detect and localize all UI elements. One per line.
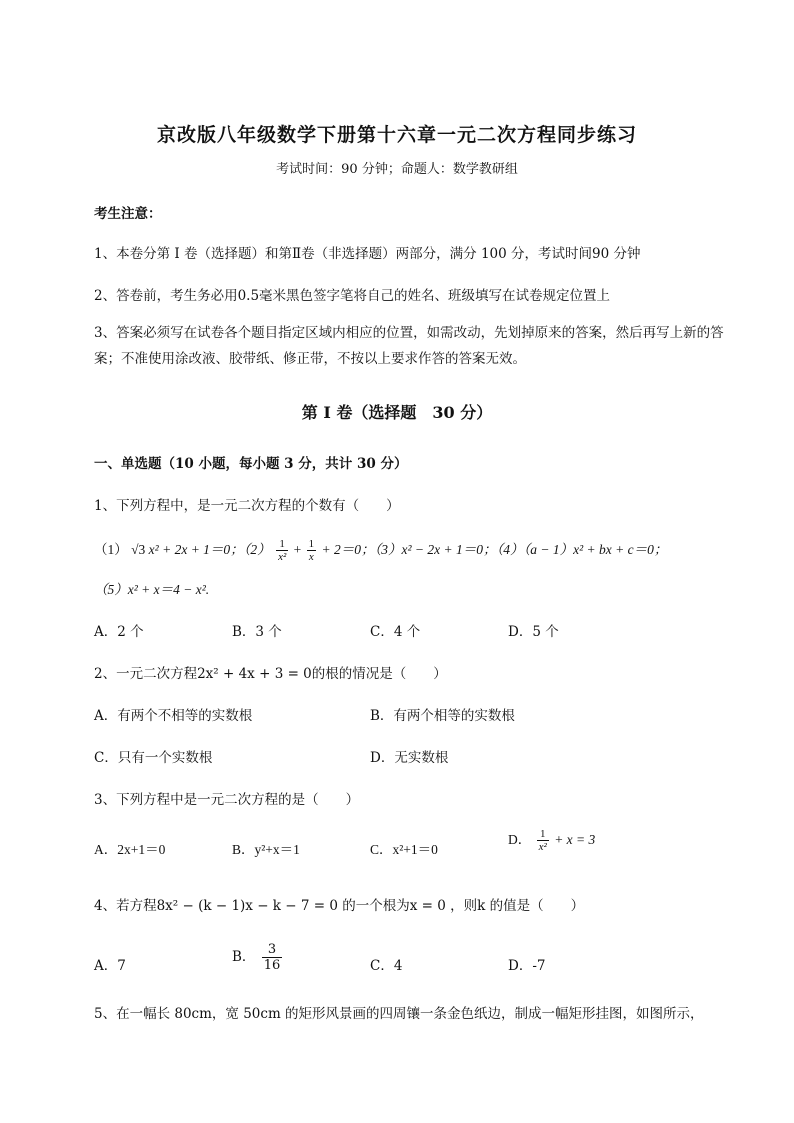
plus-sign: + [293, 542, 302, 557]
q3-option-c[interactable]: C．x²+1＝0 [370, 842, 438, 857]
notice-item-3: 3、答案必须写在试卷各个题目指定区域内相应的位置，如需改动，先划掉原来的答案，然后再写上新的答案；不准使用涂改液、胶带纸、修正带，不按以上要求作答的答案无效。 [94, 325, 724, 367]
question-1-equations [94, 536, 667, 564]
q4-option-b-prefix: B． [232, 949, 256, 965]
question-4-stem: 4、若方程8x² − (k − 1)x − k − 7 = 0 的一个根为x = 0 ，则k 的值是（ ） [94, 898, 585, 914]
q3-option-a[interactable]: A．2x+1＝0 [94, 842, 166, 857]
fraction-denominator: x² [538, 841, 547, 854]
fraction-numerator: 1 [308, 538, 315, 551]
fraction-1-over-x [307, 538, 317, 563]
q3-option-d-prefix: D． [508, 832, 532, 847]
q1-option-a[interactable]: A．2 个 [94, 624, 144, 640]
q2-option-a[interactable]: A．有两个不相等的实数根 [94, 708, 253, 724]
q4-option-c[interactable]: C．4 [370, 958, 403, 974]
q4-option-b[interactable] [232, 942, 284, 973]
fraction-3-over-16 [262, 942, 283, 973]
notice-heading: 考生注意： [94, 206, 162, 222]
q2-option-c[interactable]: C．只有一个实数根 [94, 750, 213, 766]
page-title: 京改版八年级数学下册第十六章一元二次方程同步练习 [156, 124, 637, 146]
sqrt-3: √3 [131, 542, 146, 557]
q3-option-d[interactable] [508, 828, 595, 853]
q4-option-a[interactable]: A．7 [94, 958, 126, 974]
q1-eq-1: x² + 2x + 1＝0；（2） [148, 542, 271, 557]
fraction-1-over-x-squared [537, 828, 549, 853]
part-heading: 一、单选题（10 小题，每小题 3 分，共计 30 分） [94, 456, 408, 472]
q2-option-b[interactable]: B．有两个相等的实数根 [370, 708, 515, 724]
q1-option-d[interactable]: D．5 个 [508, 624, 559, 640]
fraction-1-over-x-squared [276, 538, 288, 563]
fraction-numerator: 1 [537, 828, 549, 841]
fraction-numerator: 1 [276, 538, 288, 551]
q1-label-1: （1） [94, 542, 128, 557]
q3-option-d-rest: + x = 3 [554, 832, 596, 847]
q1-eq-2: + 2＝0；（3）x² − 2x + 1＝0；（4）（a − 1）x² + bx + c＝0； [321, 542, 668, 557]
section-title: 第 I 卷（选择题 30 分） [301, 403, 493, 422]
fraction-denominator: 16 [263, 958, 281, 973]
exam-info: 考试时间：90 分钟；命题人：数学教研组 [276, 162, 518, 177]
question-2-stem: 2、一元二次方程2x² + 4x + 3 = 0的根的情况是（ ） [94, 666, 447, 682]
q3-option-b[interactable]: B．y²+x＝1 [232, 842, 300, 857]
question-1-stem: 1、下列方程中，是一元二次方程的个数有（ ） [94, 498, 400, 514]
q1-option-b[interactable]: B．3 个 [232, 624, 282, 640]
notice-item-1: 1、本卷分第 I 卷（选择题）和第Ⅱ卷（非选择题）两部分，满分 100 分，考试时间90 分钟 [94, 246, 641, 262]
fraction-numerator: 3 [262, 942, 283, 958]
q2-option-d[interactable]: D．无实数根 [370, 750, 449, 766]
question-1-equations-line-2: （5）x² + x＝4 − x². [94, 582, 210, 597]
fraction-denominator: x² [278, 551, 287, 564]
question-5-stem: 5、在一幅长 80cm，宽 50cm 的矩形风景画的四周镶一条金色纸边，制成一幅矩形挂图，如图所示， [94, 1006, 704, 1022]
q4-option-d[interactable]: D．-7 [508, 958, 546, 974]
fraction-denominator: x [308, 551, 314, 564]
question-3-stem: 3、下列方程中是一元二次方程的是（ ） [94, 792, 360, 808]
notice-item-2: 2、答卷前，考生务必用0.5毫米黑色签字笔将自己的姓名、班级填写在试卷规定位置上 [94, 288, 611, 304]
q1-option-c[interactable]: C．4 个 [370, 624, 421, 640]
